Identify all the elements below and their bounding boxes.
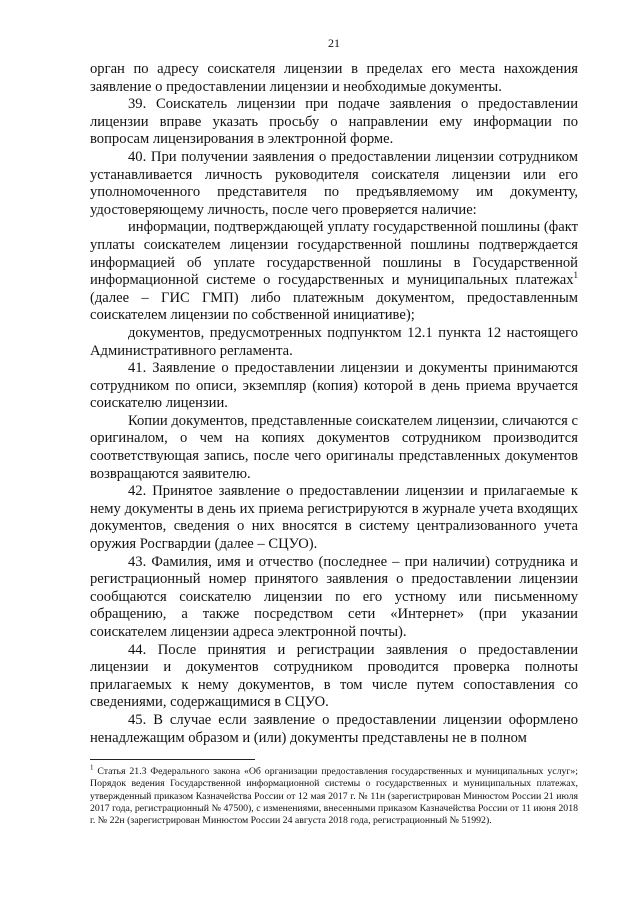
paragraph-43: 43. Фамилия, имя и отчество (последнее – при наличии) сотрудника и регистрационный номер принятого заявления о предоставлении лицензии сообщаются соискателю лицензии по его устному или письменному обращению, а также посредством сети «Интернет» (при указании соискателем лицензии адреса электронной почты). (90, 553, 578, 640)
fee-info-text-after: (далее – ГИС ГМП) либо платежным документом, предоставленным соискателем лицензии по собственной инициативе); (90, 289, 578, 324)
paragraph-documents: документов, предусмотренных подпунктом 12.1 пункта 12 настоящего Административного регламента. (90, 324, 578, 359)
paragraph-42: 42. Принятое заявление о предоставлении лицензии и прилагаемые к нему документы в день их приема регистрируются в журнале учета входящих документов, сведения о них вносятся в систему централизованного учета оружия Росгвардии (далее – СЦУО). (90, 483, 578, 553)
footnote-marker: 1 (90, 763, 94, 772)
paragraph-39: 39. Соискатель лицензии при подаче заявления о предоставлении лицензии вправе указать просьбу о направлении ему информации по вопросам лицензирования в электронной форме. (90, 96, 578, 148)
paragraph-copies: Копии документов, представленные соискателем лицензии, сличаются с оригиналом, о чем на копиях документов сотрудником производится соответствующая запись, после чего оригиналы представленных документов возвращаются заявителю. (90, 412, 578, 482)
paragraph-40: 40. При получении заявления о предоставлении лицензии сотрудником устанавливается личность руководителя соискателя лицензии или его уполномоченного представителя по предъявляемому им документу, удостоверяющему личность, после чего проверяется наличие: (90, 148, 578, 218)
paragraph-continuation: орган по адресу соискателя лицензии в пределах его места нахождения заявление о предоставлении лицензии и необходимые документы. (90, 61, 578, 95)
fee-info-text-before: информации, подтверждающей уплату государственной пошлины (факт уплаты соискателем лицензии государственной пошлины подтверждается информацией об уплате государственной пошлины в Государственной информационной системе о государственных и муниципальных платежах (90, 219, 578, 289)
paragraph-45: 45. В случае если заявление о предоставлении лицензии оформлено ненадлежащим образом и (или) документы представлены не в полном (90, 711, 578, 746)
page-number: 21 (328, 36, 340, 50)
footnote-reference: 1 (573, 270, 578, 281)
footnote-text: Статья 21.3 Федерального закона «Об организации предоставления государственных и муниципальных услуг»; Порядок ведения Государственной информационной системы о государственных и муниципальных платежах, утвержденный приказом Казначейства России от 12 мая 2017 г. № 11н (зарегистрирован Минюстом России 21 июля 2017 года, регистрационный № 47500), с изменениями, внесенными приказом Казначейства России от 11 июня 2018 г. № 22н (зарегистрирован Минюстом России 24 августа 2018 года, регистрационный № 51992). (90, 766, 578, 827)
paragraph-44: 44. После принятия и регистрации заявления о предоставлении лицензии и документов сотрудником проводится проверка полноты прилагаемых к нему документов, в том числе путем сопоставления со сведениями, содержащимися в СЦУО. (90, 641, 578, 711)
footnote-divider (90, 759, 255, 760)
footnote (90, 763, 578, 827)
body-text (90, 61, 578, 747)
paragraph-fee-info (90, 219, 578, 325)
paragraph-41: 41. Заявление о предоставлении лицензии и документы принимаются сотрудником по описи, экземпляр (копия) которой в день приема вручается соискателю лицензии. (90, 360, 578, 412)
